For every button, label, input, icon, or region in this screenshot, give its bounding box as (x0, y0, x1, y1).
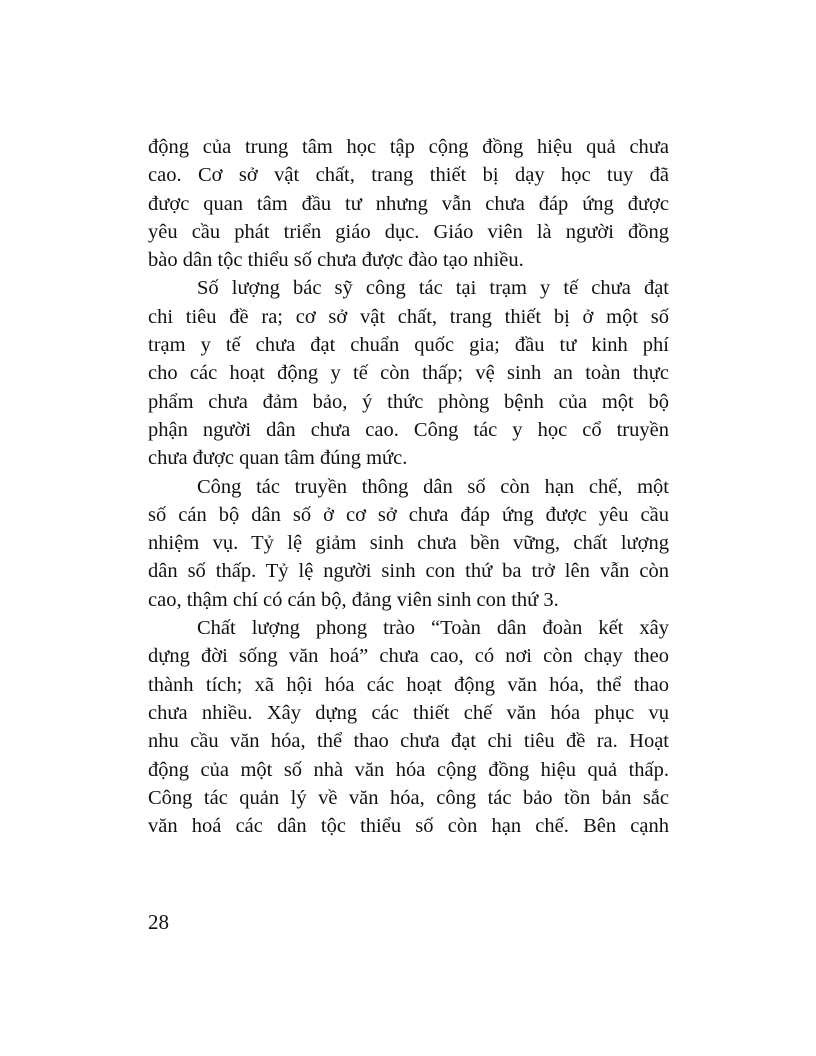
paragraph (148, 274, 669, 472)
paragraph (148, 614, 669, 840)
text-line: chưa được quan tâm đúng mức. (148, 447, 408, 470)
text-line: động của một số nhà văn hóa cộng đồng hiệu quả thấp. (148, 758, 669, 781)
text-line: văn hoá các dân tộc thiểu số còn hạn chế. Bên cạnh (148, 815, 669, 838)
text-line: cao. Cơ sở vật chất, trang thiết bị dạy học tuy đã (148, 164, 669, 187)
text-line: động của trung tâm học tập cộng đồng hiệu quả chưa (148, 136, 669, 158)
page-number: 28 (148, 910, 169, 934)
text-line: dựng đời sống văn hoá” chưa cao, có nơi còn chạy theo (148, 645, 669, 668)
text-line: phận người dân chưa cao. Công tác y học cổ truyền (148, 418, 669, 441)
body-text (148, 133, 669, 840)
text-line: chưa nhiều. Xây dựng các thiết chế văn hóa phục vụ (148, 701, 669, 724)
text-line: bào dân tộc thiểu số chưa được đào tạo nhiều. (148, 249, 524, 272)
text-line: Chất lượng phong trào “Toàn dân đoàn kết xây (197, 617, 669, 640)
text-line: Công tác quản lý về văn hóa, công tác bảo tồn bản sắc (148, 786, 669, 809)
text-line: chi tiêu đề ra; cơ sở vật chất, trang thiết bị ở một số (148, 305, 669, 328)
text-line: nhiệm vụ. Tỷ lệ giảm sinh chưa bền vững, chất lượng (148, 532, 669, 555)
text-line: yêu cầu phát triển giáo dục. Giáo viên là người đồng (148, 220, 669, 243)
text-line: thành tích; xã hội hóa các hoạt động văn hóa, thể thao (148, 673, 669, 696)
paragraph (148, 133, 669, 274)
text-line: được quan tâm đầu tư nhưng vẫn chưa đáp ứng được (148, 192, 669, 215)
paragraph (148, 473, 669, 614)
text-line: trạm y tế chưa đạt chuẩn quốc gia; đầu tư kinh phí (148, 334, 669, 357)
text-line: cho các hoạt động y tế còn thấp; vệ sinh an toàn thực (148, 362, 669, 385)
text-line: cao, thậm chí có cán bộ, đảng viên sinh con thứ 3. (148, 588, 559, 611)
text-line: dân số thấp. Tỷ lệ người sinh con thứ ba trở lên vẫn còn (148, 560, 669, 583)
text-line: số cán bộ dân số ở cơ sở chưa đáp ứng được yêu cầu (148, 503, 669, 526)
text-line: Số lượng bác sỹ công tác tại trạm y tế chưa đạt (197, 277, 669, 300)
text-line: nhu cầu văn hóa, thể thao chưa đạt chi tiêu đề ra. Hoạt (148, 730, 669, 753)
text-line: Công tác truyền thông dân số còn hạn chế, một (197, 475, 669, 498)
text-line: phẩm chưa đảm bảo, ý thức phòng bệnh của một bộ (148, 390, 669, 413)
